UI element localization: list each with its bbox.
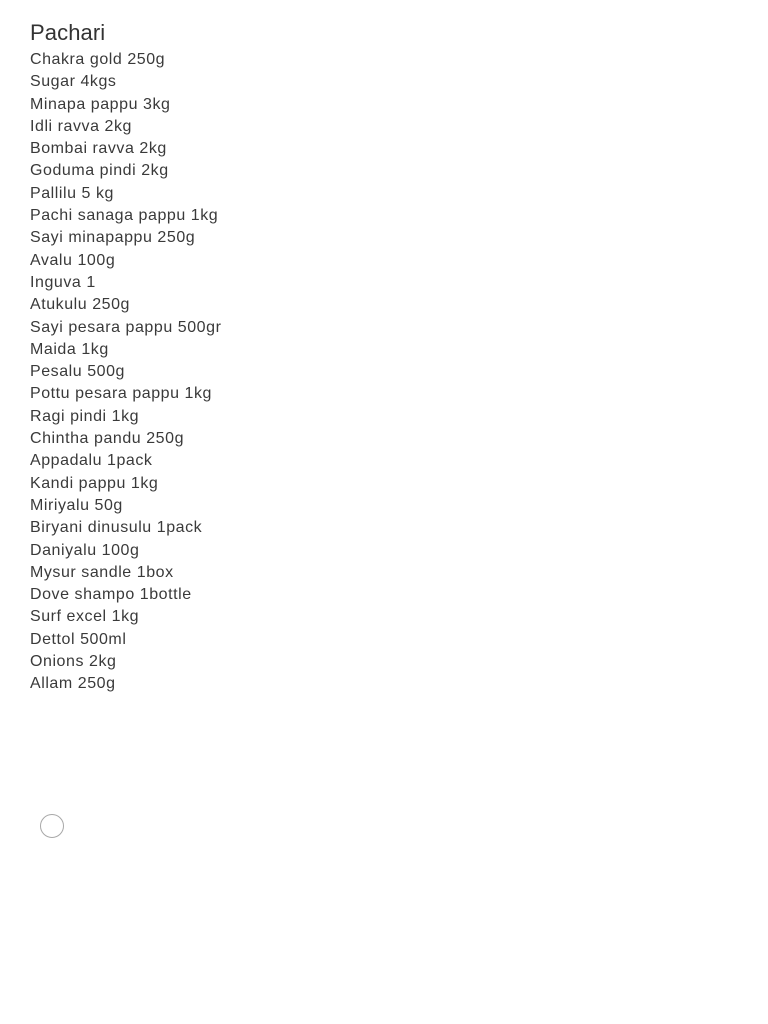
note-line-item[interactable]: Bombai ravva 2kg	[30, 140, 167, 158]
note-line-item[interactable]: Atukulu 250g	[30, 296, 131, 314]
checklist-circle-icon[interactable]	[40, 814, 64, 838]
note-line-item[interactable]: Allam 250g	[30, 675, 116, 693]
note-line-item[interactable]: Sayi pesara pappu 500gr	[30, 318, 222, 336]
note-line-item[interactable]: Ragi pindi 1kg	[30, 407, 140, 425]
note-body[interactable]	[30, 18, 730, 696]
note-line-item[interactable]: Maida 1kg	[30, 340, 109, 358]
note-line-item[interactable]: Chintha pandu 250g	[30, 430, 185, 448]
note-line-item[interactable]: Sugar 4kgs	[30, 73, 117, 91]
note-line-item[interactable]: Dettol 500ml	[30, 630, 127, 648]
note-line-item[interactable]: Pachi sanaga pappu 1kg	[30, 207, 219, 225]
note-line-item[interactable]: Mysur sandle 1box	[30, 563, 174, 581]
note-line-item[interactable]: Dove shampo 1bottle	[30, 586, 192, 604]
note-line-item[interactable]: Surf excel 1kg	[30, 608, 140, 626]
note-line-item[interactable]: Sayi minapappu 250g	[30, 229, 196, 247]
note-item-list	[30, 49, 730, 696]
note-line-item[interactable]: Onions 2kg	[30, 653, 117, 671]
note-line-item[interactable]: Idli ravva 2kg	[30, 117, 132, 135]
note-title[interactable]: Pachari	[30, 20, 106, 45]
note-line-item[interactable]: Kandi pappu 1kg	[30, 474, 159, 492]
note-line-item[interactable]: Pallilu 5 kg	[30, 184, 114, 202]
note-line-item[interactable]: Miriyalu 50g	[30, 496, 123, 514]
note-line-item[interactable]: Daniyalu 100g	[30, 541, 140, 559]
note-line-item[interactable]: Biryani dinusulu 1pack	[30, 519, 203, 537]
note-line-item[interactable]: Pottu pesara pappu 1kg	[30, 385, 213, 403]
note-line-item[interactable]: Chakra gold 250g	[30, 51, 166, 68]
note-line-item[interactable]: Appadalu 1pack	[30, 452, 153, 470]
note-line-item[interactable]: Avalu 100g	[30, 251, 116, 269]
note-line-item[interactable]: Inguva 1	[30, 273, 96, 291]
note-line-item[interactable]: Pesalu 500g	[30, 363, 126, 381]
note-line-item[interactable]: Minapa pappu 3kg	[30, 95, 171, 113]
note-line-item[interactable]: Goduma pindi 2kg	[30, 162, 169, 180]
